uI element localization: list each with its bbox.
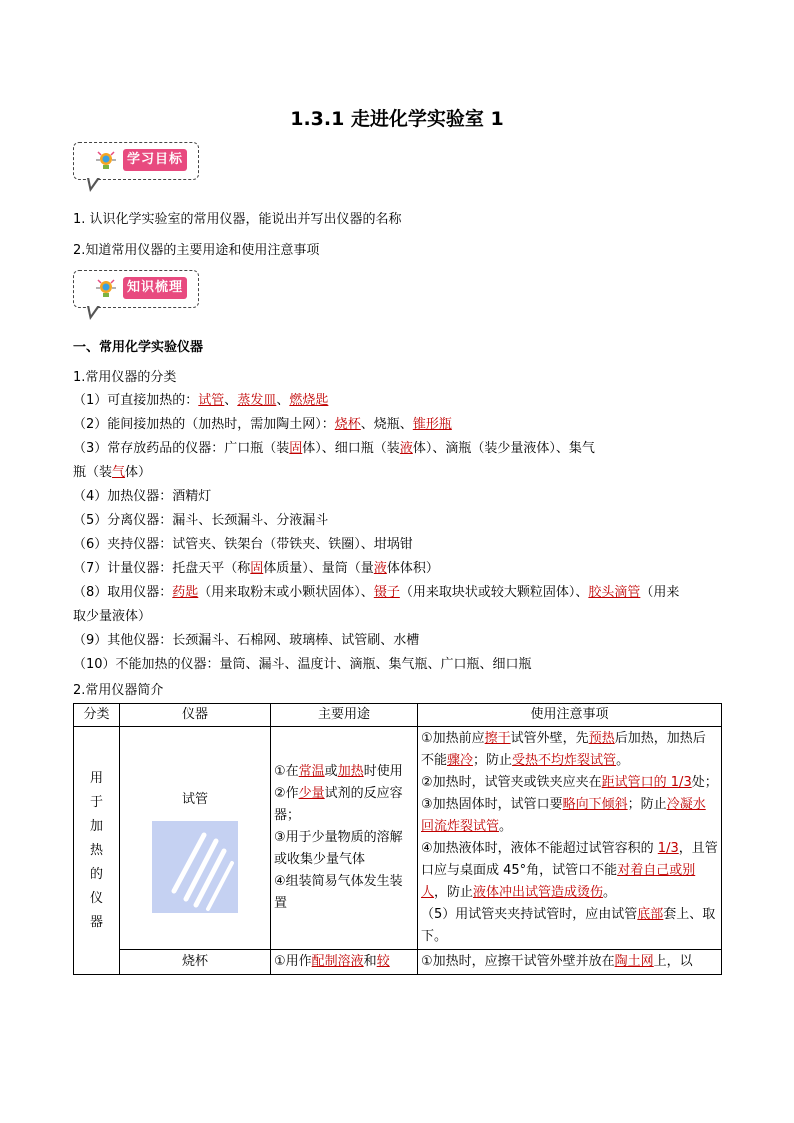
classify-line-2: （2）能间接加热的（加热时，需加陶土网）：烧杯、烧瓶、锥形瓶 — [73, 417, 452, 432]
notes-cell: ①加热前应擦干试管外壁，先预热后加热，加热后不能骤冷；防止受热不均炸裂试管。 ②加热时，试管夹或铁夹应夹在距试管口的 1/3处； ③加热固体时，试管口要略向下倾斜；防止冷凝水回流炸裂试管。 ④加热液体时，液体不能超过试管容积的 1/3，且管口应与桌面成 45°角，试管口不能对着自己或别人，防止液体冲出试管造成烫伤。 （5）用试管夹夹持试管时，应由试管底部套上、取下。 — [418, 727, 722, 950]
lightbulb-icon — [95, 149, 117, 171]
notes-cell: ①加热时，应擦干试管外壁并放在陶土网上，以 — [418, 950, 722, 975]
uses-cell: ①用作配制溶液和较 — [271, 950, 418, 975]
section-heading: 一、常用化学实验仪器 — [73, 340, 204, 355]
page-title: 1.3.1 走进化学实验室 1 — [290, 108, 504, 130]
subheading-intro: 2.常用仪器简介 — [73, 683, 164, 698]
header-uses: 主要用途 — [271, 704, 418, 727]
classify-line-10: （10）不能加热的仪器：量筒、漏斗、温度计、滴瓶、集气瓶、广口瓶、细口瓶 — [73, 657, 532, 672]
knowledge-badge — [73, 270, 201, 320]
header-category: 分类 — [74, 704, 120, 727]
header-instrument: 仪器 — [120, 704, 271, 727]
learning-goals-badge — [73, 142, 201, 192]
table-header-row — [74, 704, 722, 727]
uses-cell: ①在常温或加热时使用 ②作少量试剂的反应容器； ③用于少量物质的溶解或收集少量气体 ④组装简易气体发生装置 — [271, 727, 418, 950]
instrument-name: 试管 — [181, 792, 208, 807]
category-cell: 用 于 加 热 的 仪 器 — [74, 727, 120, 975]
classify-line-1: （1）可直接加热的：试管、蒸发皿、燃烧匙 — [73, 393, 329, 408]
goal-2: 2.知道常用仪器的主要用途和使用注意事项 — [73, 243, 320, 258]
classify-line-6: （6）夹持仪器：试管夹、铁架台（带铁夹、铁圈）、坩埚钳 — [73, 537, 413, 552]
instrument-cell: 烧杯 — [120, 950, 271, 975]
classify-line-8b: 取少量液体） — [73, 609, 152, 624]
badge-label: 学习目标 — [123, 149, 187, 171]
classify-line-9: （9）其他仪器：长颈漏斗、石棉网、玻璃棒、试管刷、水槽 — [73, 633, 420, 648]
badge-label: 知识梳理 — [123, 277, 187, 299]
instrument-cell — [120, 727, 271, 950]
classify-line-4: （4）加热仪器：酒精灯 — [73, 489, 212, 504]
classify-line-3: （3）常存放药品的仪器：广口瓶（装固体）、细口瓶（装液体）、滴瓶（装少量液体）、集气 — [73, 441, 595, 456]
classify-line-8: （8）取用仪器：药匙（用来取粉末或小颗状固体）、镊子（用来取块状或较大颗粒固体）、胶头滴管（用来 — [73, 585, 680, 600]
instrument-table — [73, 703, 722, 975]
table-row — [74, 727, 722, 950]
test-tube-image — [152, 821, 238, 913]
classify-line-5: （5）分离仪器：漏斗、长颈漏斗、分液漏斗 — [73, 513, 329, 528]
goal-1: 1. 认识化学实验室的常用仪器，能说出并写出仪器的名称 — [73, 212, 402, 227]
header-notes: 使用注意事项 — [418, 704, 722, 727]
lightbulb-icon — [95, 277, 117, 299]
classify-line-3b: 瓶（装气体） — [73, 465, 152, 480]
subheading-classify: 1.常用仪器的分类 — [73, 370, 177, 385]
table-row — [74, 950, 722, 975]
classify-line-7: （7）计量仪器：托盘天平（称固体质量）、量筒（量液体体积） — [73, 561, 439, 576]
